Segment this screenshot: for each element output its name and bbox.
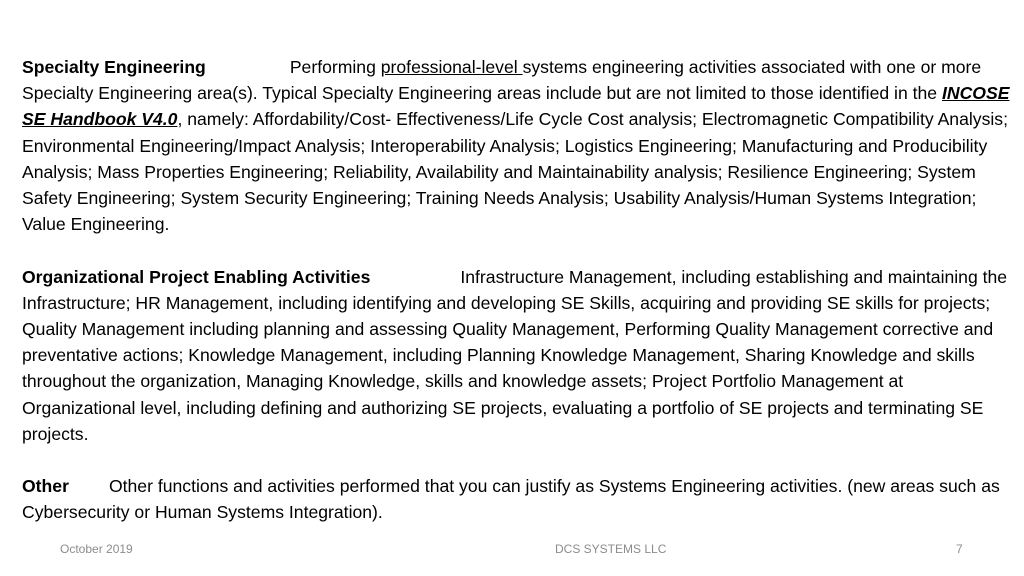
professional-level-underlined: professional-level — [380, 57, 523, 77]
other-term: Other — [22, 476, 69, 497]
incose-handbook-reference: INCOSE SE Handbook V4.0 — [22, 83, 1010, 130]
footer-page-number: 7 — [956, 542, 963, 556]
specialty-engineering-paragraph — [22, 54, 1012, 237]
other-paragraph — [22, 473, 1012, 525]
organizational-activities-term: Organizational Project Enabling Activities — [22, 266, 371, 287]
specialty-text-1: Performing — [289, 57, 381, 77]
slide-body — [22, 54, 1012, 552]
organizational-activities-text: Infrastructure Management, including establishing and maintaining the Infrastructure; HR Management, including identifying and developing SE Skills, acquiring and providing SE skills for projects; Quality Management including planning and assessing Quality Management, Performing Quality Management corrective and preventative actions; Knowledge Management, including Planning Knowledge Management, Sharing Knowledge and skills throughout the organization, Managing Knowledge, skills and knowledge assets; Project Portfolio Management at Organizational level, including defining and authorizing SE projects, evaluating a portfolio of SE projects and terminating SE projects. — [22, 266, 1008, 444]
specialty-text-2: systems engineering activities associated with one or more Specialty Engineering area(s). Typical Specialty Engineering areas include but are not limited to those identified in the — [22, 57, 982, 104]
specialty-engineering-term: Specialty Engineering — [22, 57, 206, 77]
footer-company: DCS SYSTEMS LLC — [555, 542, 667, 556]
specialty-text-3: , namely: Affordability/Cost- Effectiveness/Life Cycle Cost analysis; Electromagnetic Compatibility Analysis; Environmental Engineering/Impact Analysis; Interoperability Analysis; Logistics Engineering; Manufacturing and Producibility Analysis; Mass Properties Engineering; Reliability, Availability and Maintainability analysis; Resilience Engineering; System Safety Engineering; System Security Engineering; Training Needs Analysis; Usability Analysis/Human Systems Integration; Value Engineering. — [22, 109, 1008, 235]
organizational-activities-paragraph — [22, 264, 1012, 447]
footer-date: October 2019 — [60, 542, 133, 556]
other-text: Other functions and activities performed that you can justify as Systems Engineering activities. (new areas such as Cybersecurity or Human Systems Integration). — [22, 476, 1000, 523]
